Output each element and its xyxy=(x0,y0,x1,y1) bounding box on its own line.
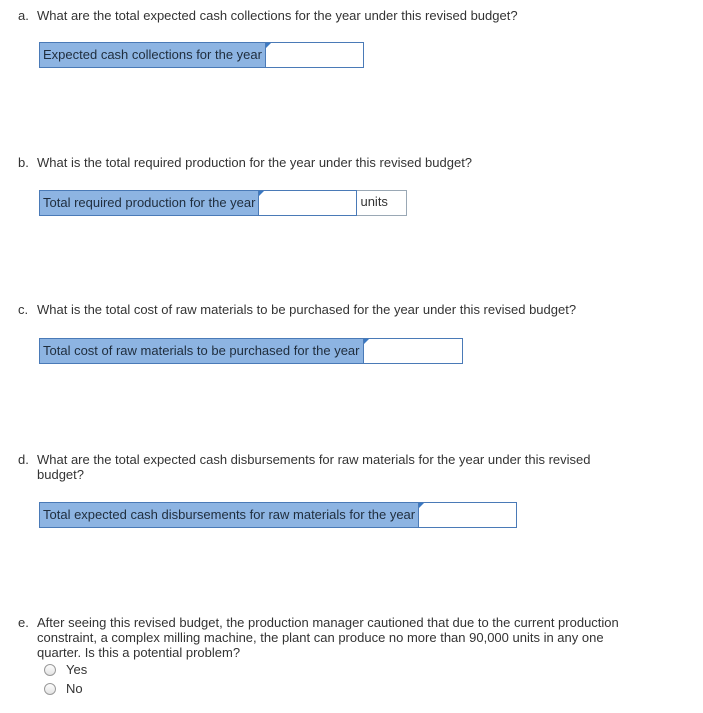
question-e xyxy=(18,615,658,698)
answer-cell-d xyxy=(418,502,517,528)
answer-cell-a xyxy=(265,42,364,68)
question-a-letter: a. xyxy=(18,8,29,23)
answer-row-c xyxy=(39,338,463,364)
answer-label-a: Expected cash collections for the year xyxy=(39,42,265,68)
answer-cell-b xyxy=(258,190,357,216)
question-e-text-line1: After seeing this revised budget, the production manager cautioned that due to the current production xyxy=(37,615,619,630)
question-c-text: What is the total cost of raw materials to be purchased for the year under this revised budget? xyxy=(37,302,577,317)
question-e-text-line3: quarter. Is this a potential problem? xyxy=(37,645,241,660)
answer-label-b: Total required production for the year xyxy=(39,190,258,216)
radio-label-yes: Yes xyxy=(66,662,88,677)
question-e-text-line2: constraint, a complex milling machine, the plant can produce no more than 90,000 units in any one xyxy=(37,630,604,645)
units-label: units xyxy=(357,190,407,216)
answer-row-a xyxy=(39,42,364,68)
answer-label-c: Total cost of raw materials to be purchased for the year xyxy=(39,338,363,364)
question-b-text: What is the total required production for the year under this revised budget? xyxy=(37,155,473,170)
question-d-letter: d. xyxy=(18,452,29,467)
question-c-letter: c. xyxy=(18,302,29,317)
radio-circle-yes[interactable] xyxy=(44,664,56,676)
question-d-text-line2: budget? xyxy=(37,467,84,482)
radio-option-yes[interactable] xyxy=(44,660,658,679)
question-d xyxy=(18,452,658,482)
question-a xyxy=(18,8,658,23)
answer-row-b xyxy=(39,190,407,216)
answer-row-d xyxy=(39,502,517,528)
radio-label-no: No xyxy=(66,681,83,696)
answer-label-d: Total expected cash disbursements for raw materials for the year xyxy=(39,502,418,528)
question-b xyxy=(18,155,658,170)
answer-cell-c xyxy=(363,338,463,364)
question-d-text-line1: What are the total expected cash disbursements for raw materials for the year under this revised xyxy=(37,452,591,467)
cash-collections-input[interactable] xyxy=(265,42,364,68)
radio-circle-no[interactable] xyxy=(44,683,56,695)
raw-materials-cost-input[interactable] xyxy=(363,338,463,364)
cash-disbursements-input[interactable] xyxy=(418,502,517,528)
question-a-text: What are the total expected cash collections for the year under this revised budget? xyxy=(37,8,518,23)
question-e-letter: e. xyxy=(18,615,29,630)
radio-option-no[interactable] xyxy=(44,679,658,698)
question-c xyxy=(18,302,658,317)
required-production-input[interactable] xyxy=(258,190,357,216)
question-b-letter: b. xyxy=(18,155,29,170)
